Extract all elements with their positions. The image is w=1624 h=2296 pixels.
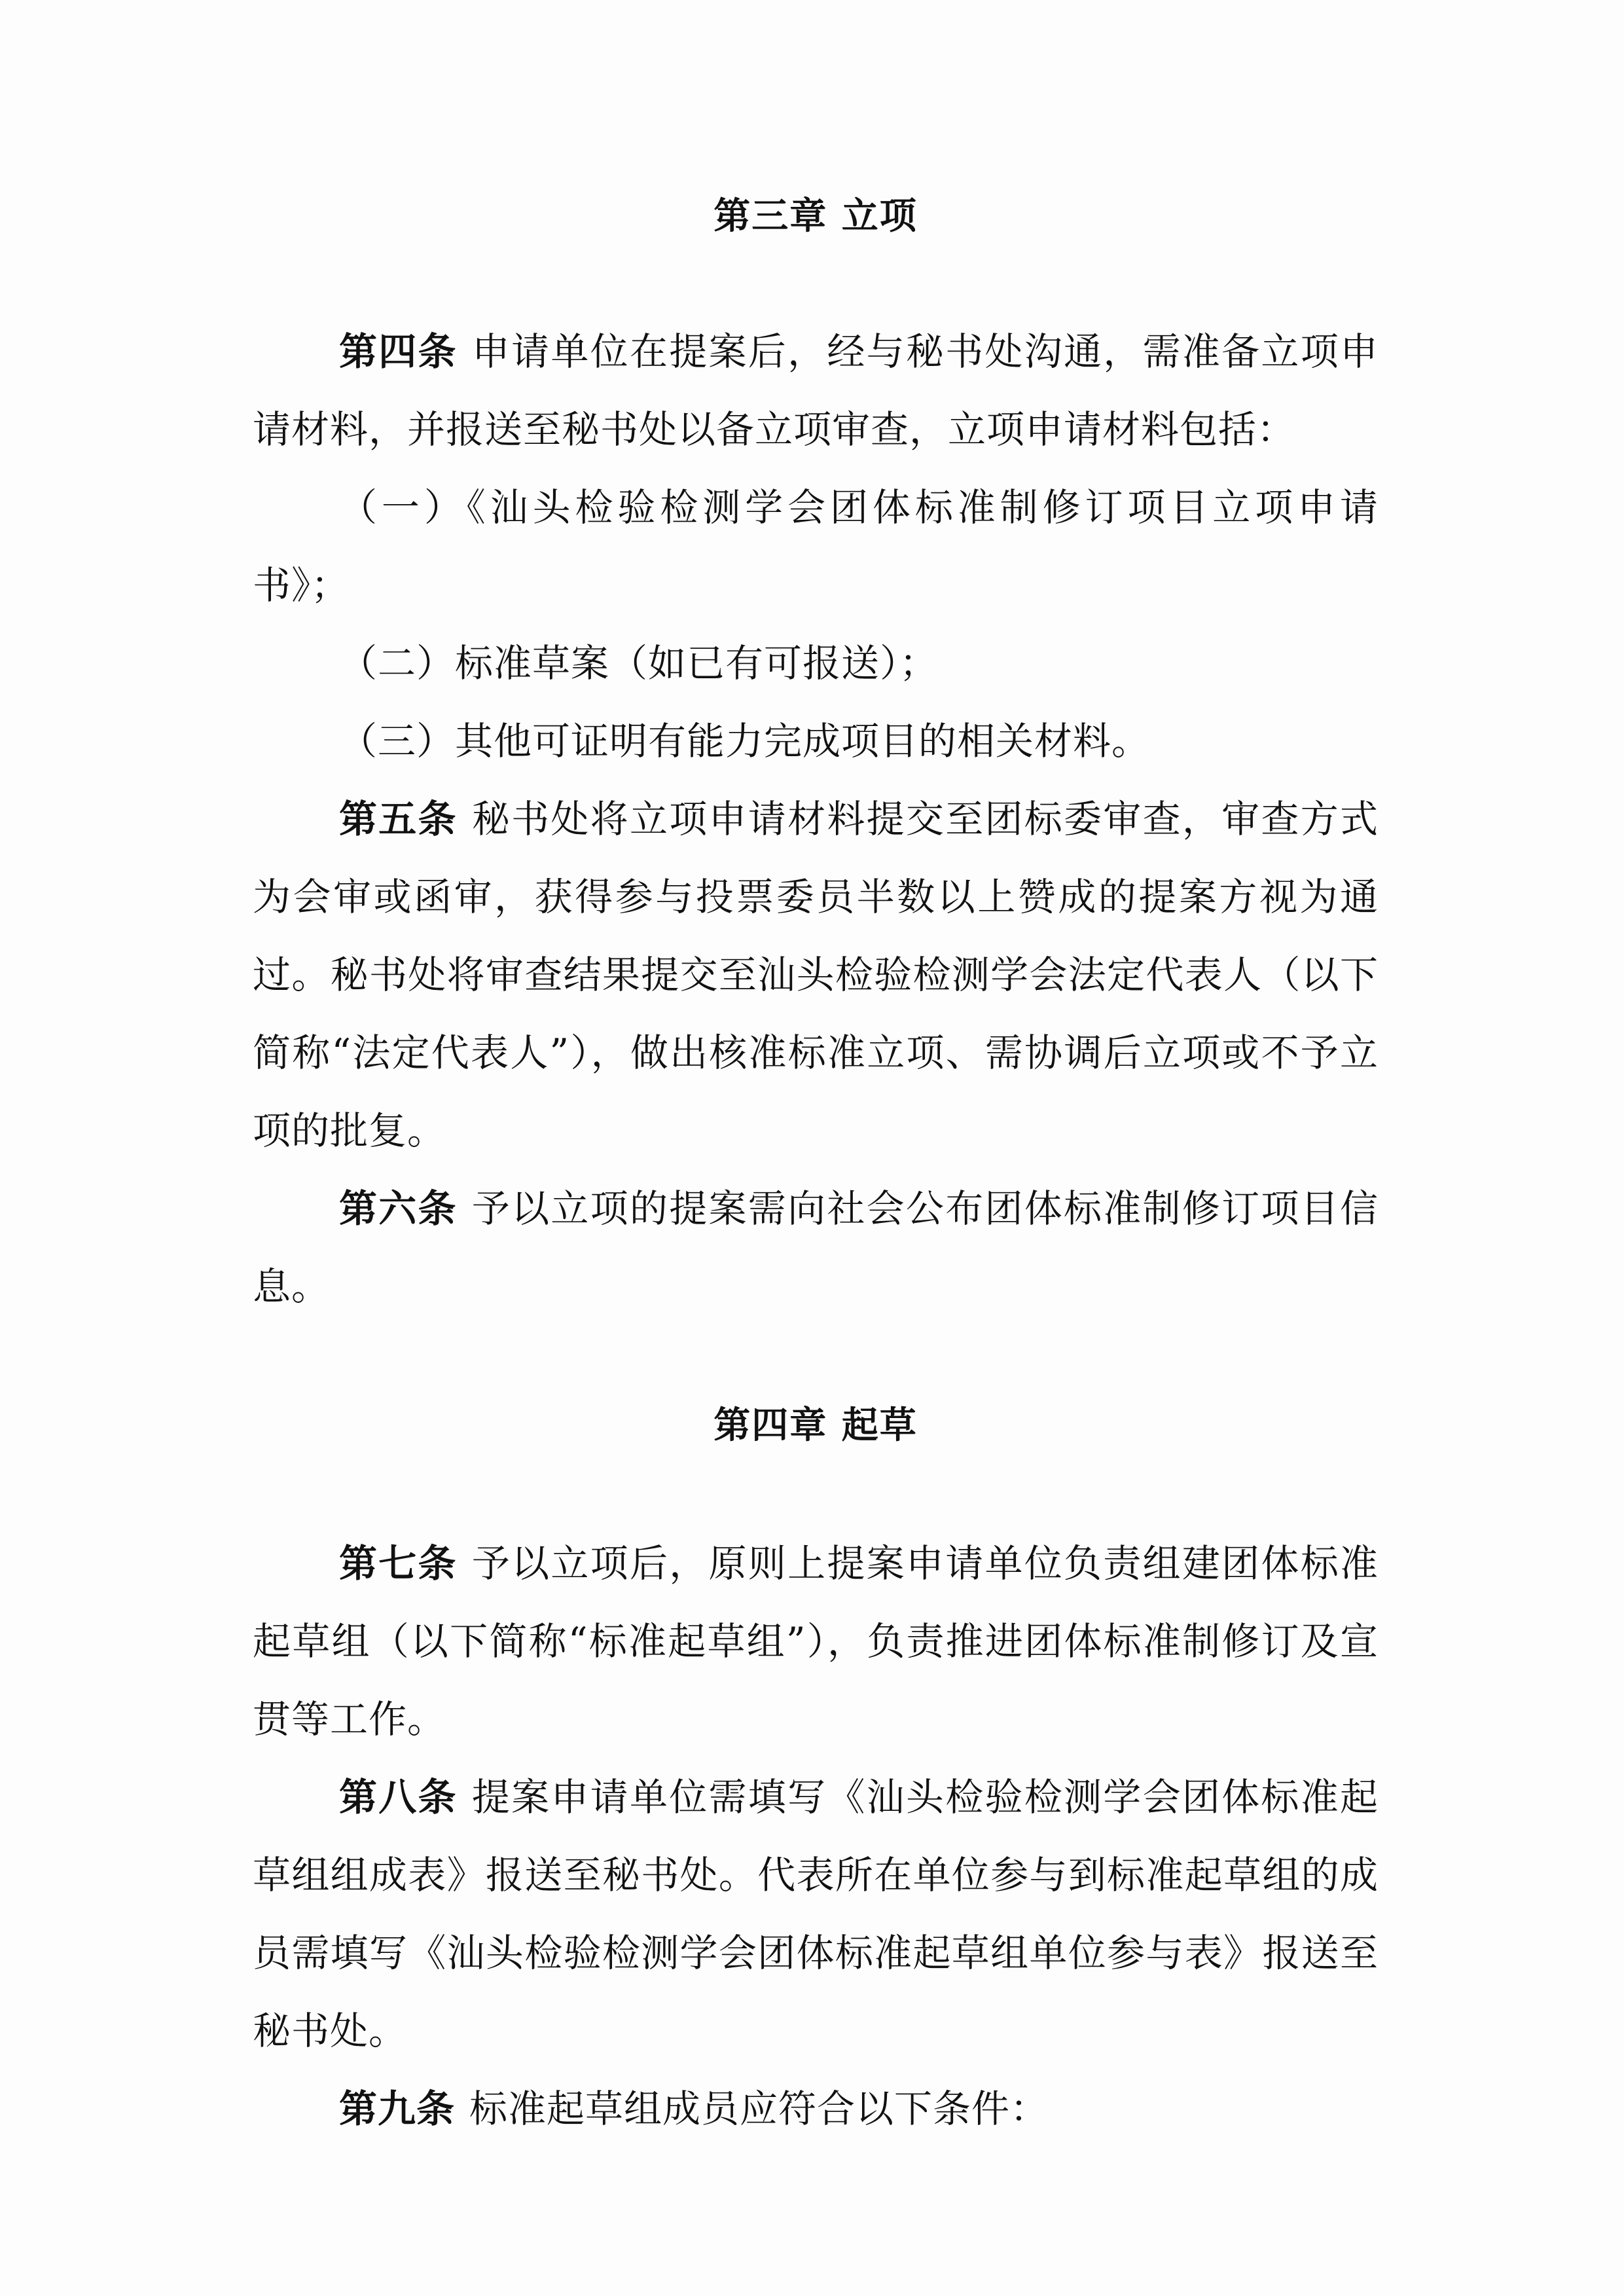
article-6 bbox=[253, 1170, 1379, 1326]
article-7-number: 第七条 bbox=[339, 1541, 458, 1586]
article-5-text: 秘书处将立项申请材料提交至团标委审查，审查方式为会审或函审，获得参与投票委员半数以上赞成的提案方视为通过。秘书处将审查结果提交至汕头检验检测学会法定代表人（以下简称“法定代表人”），做出核准标准立项、需协调后立项或不予立项的批复。 bbox=[253, 797, 1379, 1153]
chapter-4-title: 第四章 起草 bbox=[713, 1404, 918, 1447]
article-4-item-3: （三）其他可证明有能力完成项目的相关材料。 bbox=[339, 719, 1151, 763]
article-5 bbox=[253, 780, 1379, 1170]
article-5-number: 第五条 bbox=[339, 797, 458, 841]
document-body bbox=[253, 190, 1379, 2148]
article-6-text: 予以立项的提案需向社会公布团体标准制修订项目信息。 bbox=[253, 1186, 1379, 1309]
article-7 bbox=[253, 1525, 1379, 1758]
article-6-number: 第六条 bbox=[339, 1186, 458, 1231]
article-4 bbox=[253, 313, 1379, 469]
article-4-item-2: （二）标准草案（如已有可报送）； bbox=[339, 641, 939, 685]
article-4-text: 申请单位在提案后，经与秘书处沟通，需准备立项申请材料，并报送至秘书处以备立项审查，立项申请材料包括： bbox=[253, 329, 1379, 452]
article-8-text: 提案申请单位需填写《汕头检验检测学会团体标准起草组组成表》报送至秘书处。代表所在单位参与到标准起草组的成员需填写《汕头检验检测学会团体标准起草组单位参与表》报送至秘书处。 bbox=[253, 1775, 1379, 2053]
article-4-number: 第四条 bbox=[339, 329, 458, 374]
article-9 bbox=[253, 2070, 1379, 2148]
article-4-item-1: （一）《汕头检验检测学会团体标准制修订项目立项申请书》； bbox=[253, 485, 1379, 608]
article-7-text: 予以立项后，原则上提案申请单位负责组建团体标准起草组（以下简称“标准起草组”），负责推进团体标准制修订及宣贯等工作。 bbox=[253, 1541, 1379, 1741]
article-8 bbox=[253, 1758, 1379, 2070]
article-9-text: 标准起草组成员应符合以下条件： bbox=[469, 2086, 1049, 2131]
article-8-number: 第八条 bbox=[339, 1775, 458, 1819]
chapter-3-title: 第三章 立项 bbox=[713, 194, 918, 238]
article-9-number: 第九条 bbox=[339, 2086, 456, 2131]
